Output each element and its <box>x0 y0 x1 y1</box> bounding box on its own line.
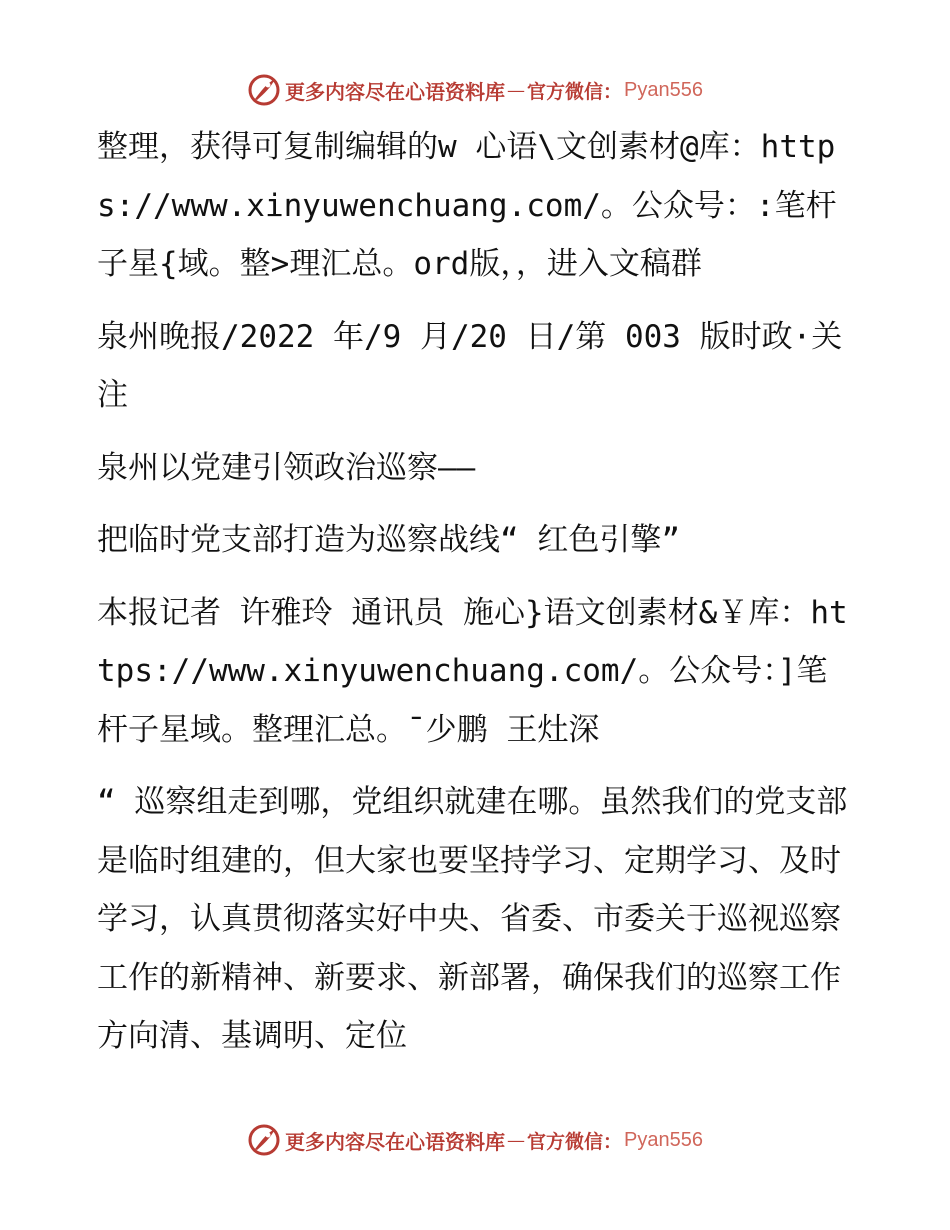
paragraph-headline: 泉州以党建引领政治巡察—— <box>97 449 476 486</box>
banner-main-text: 更多内容尽在心语资料库 <box>285 1129 505 1154</box>
banner-wechat-id: Pyan556 <box>624 78 703 101</box>
quill-logo-icon <box>247 73 281 107</box>
paragraph-body: “ 巡察组走到哪，党组织就建在哪。虽然我们的党支部是临时组建的，但大家也要坚持学习、定期学习、及时学习，认真贯彻落实好中央、省委、市委关于巡视巡察工作的新精神、新要求、新部署，确保我们的巡察工作方向清、基调明、定位 <box>97 784 848 1054</box>
article-body <box>97 118 857 1066</box>
footer-banner <box>0 1120 950 1160</box>
quill-logo-icon <box>247 1123 281 1157</box>
banner-sub-text: 官方微信： <box>527 80 623 103</box>
paragraph-source-line: 泉州晚报/2022 年/9 月/20 日/第 003 版时政·关注 <box>97 318 843 413</box>
banner-dash: — <box>507 79 525 101</box>
paragraph-intro-note: 整理，获得可复制编辑的w 心语\文创素材@库：https://www.xinyuwenchuang.com/。公众号：:笔杆子星{域。整>理汇总。ord版，，进入文稿群 <box>97 129 837 282</box>
header-banner <box>0 70 950 110</box>
paragraph-subheadline: 把临时党支部打造为巡察战线“ 红色引擎” <box>97 522 680 558</box>
banner-dash: — <box>507 1129 525 1151</box>
banner-main-text: 更多内容尽在心语资料库 <box>285 79 505 104</box>
paragraph-byline: 本报记者 许雅玲 通讯员 施心}语文创素材&￥库：https://www.xinyuwenchuang.com/。公众号：]笔杆子星域。整理汇总。¯少鹏 王灶深 <box>97 594 848 748</box>
banner-sub-text: 官方微信： <box>527 1130 623 1153</box>
banner-wechat-id: Pyan556 <box>624 1128 703 1151</box>
